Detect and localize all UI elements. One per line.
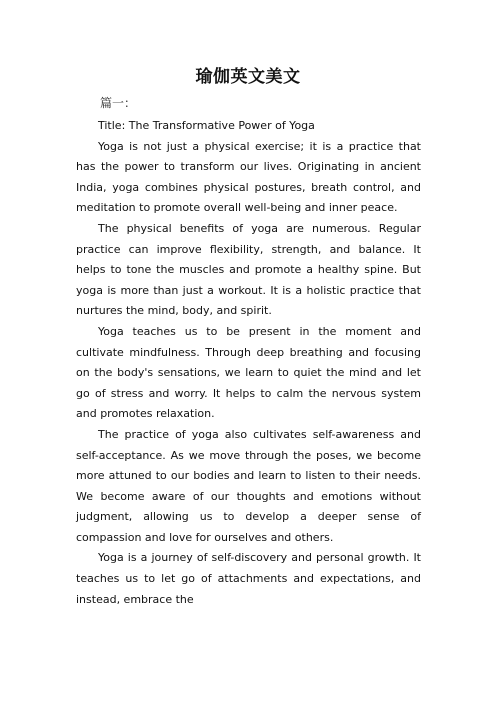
paragraph: The practice of yoga also cultivates self-awareness and self-acceptance. As we move through the poses, we become more attuned to our bodies and learn to listen to their needs. We become aware of our thoughts and emotions without judgment, allowing us to develop a deeper sense of compassion and love for ourselves and others. xyxy=(76,427,421,544)
paragraph: Yoga teaches us to be present in the moment and cultivate mindfulness. Through deep breathing and focusing on the body's sensations, we learn to quiet the mind and let go of stress and worry. It helps to calm the nervous system and promotes relaxation. xyxy=(76,324,421,421)
section-label: 篇一： xyxy=(100,96,137,110)
paragraph: The physical benefits of yoga are numerous. Regular practice can improve flexibility, strength, and balance. It helps to tone the muscles and promote a healthy spine. But yoga is more than just a workout. It is a holistic practice that nurtures the mind, body, and spirit. xyxy=(76,221,421,318)
paragraph: Yoga is not just a physical exercise; it is a practice that has the power to transform our lives. Originating in ancient India, yoga combines physical postures, breath control, and meditation to promote overall well-being and inner peace. xyxy=(76,139,421,215)
article-title: Title: The Transformative Power of Yoga xyxy=(98,119,315,132)
paragraph: Yoga is a journey of self-discovery and personal growth. It teaches us to let go of attachments and expectations, and instead, embrace the xyxy=(76,551,421,606)
page-title: 瑜伽英文美文 xyxy=(195,67,301,87)
document-body xyxy=(76,116,421,610)
